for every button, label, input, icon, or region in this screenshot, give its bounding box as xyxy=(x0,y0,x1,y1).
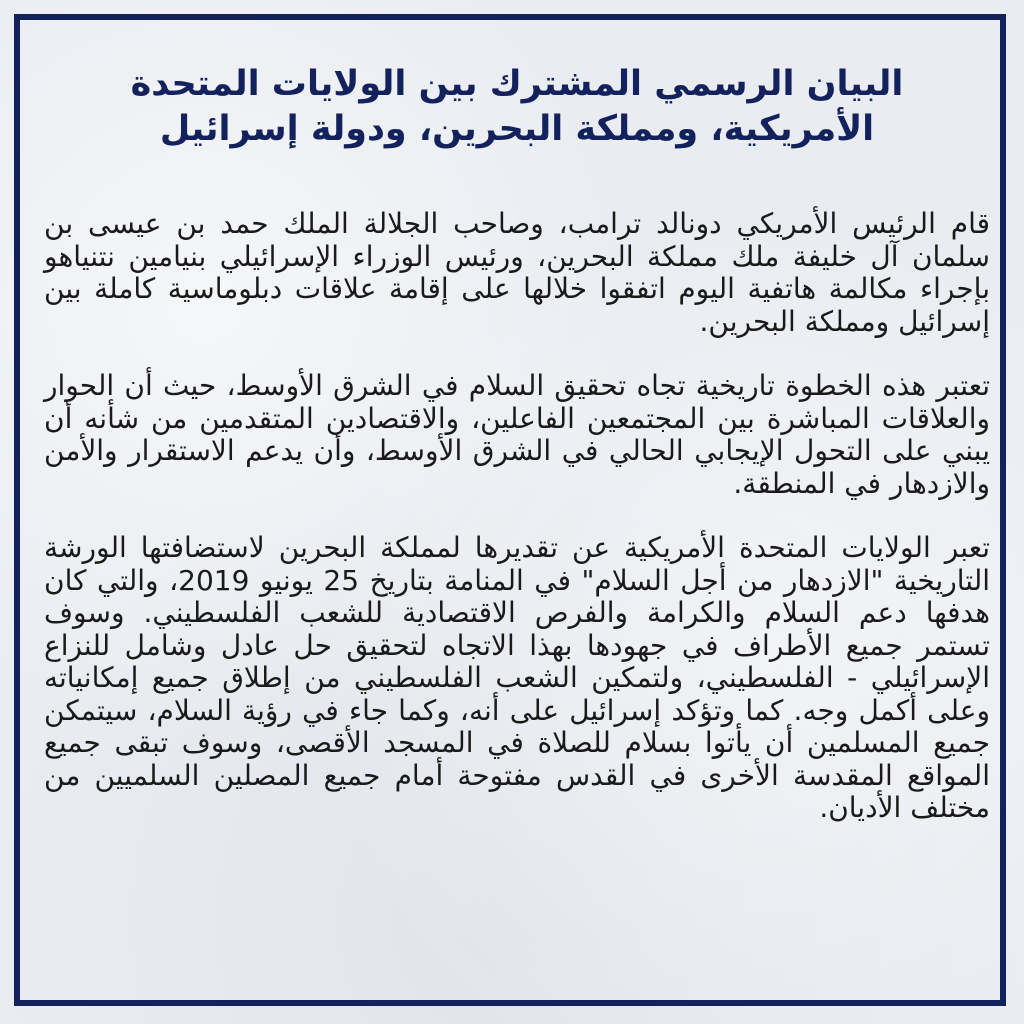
paragraph-appreciation: تعبر الولايات المتحدة الأمريكية عن تقديرها لمملكة البحرين لاستضافتها الورشة التاريخية "الازدهار من أجل السلام" في المنامة بتاريخ 25 يونيو 2019، والتي كان هدفها دعم السلام والكرامة والفرص الاقتصادية للشعب الفلسطيني. وسوف تستمر جميع الأطراف في جهودها بهذا الاتجاه لتحقيق حل عادل وشامل للنزاع الإسرائيلي - الفلسطيني، ولتمكين الشعب الفلسطيني من إطلاق جميع إمكانياته وعلى أكمل وجه. كما وتؤكد إسرائيل على أنه، وكما جاء في رؤية السلام، سيتمكن جميع المسلمين أن يأتوا بسلام للصلاة في المسجد الأقصى، وسوف تبقى جميع المواقع المقدسة الأخرى في القدس مفتوحة أمام جميع المصلين السلميين من مختلف الأديان. xyxy=(44,531,991,824)
document-title: البيان الرسمي المشترك بين الولايات المتحدة الأمريكية، ومملكة البحرين، ودولة إسرائيل xyxy=(130,64,904,149)
statement-document xyxy=(44,62,990,982)
paragraph-announcement: قام الرئيس الأمريكي دونالد ترامب، وصاحب الجلالة الملك حمد بن عيسى بن سلمان آل خليفة ملك مملكة البحرين، ورئيس الوزراء الإسرائيلي بنيامين نتنياهو بإجراء مكالمة هاتفية اليوم اتفقوا خلالها على إقامة علاقات دبلوماسية كاملة بين إسرائيل ومملكة البحرين. xyxy=(44,207,990,338)
paragraph-historic-step: تعتبر هذه الخطوة تاريخية تجاه تحقيق السلام في الشرق الأوسط، حيث أن الحوار والعلاقات المباشرة بين المجتمعين الفاعلين، والاقتصادين المتقدمين من شأنه أن يبني على التحول الإيجابي الحالي في الشرق الأوسط، وأن يدعم الاستقرار والأمن والازدهار في المنطقة. xyxy=(44,369,990,500)
